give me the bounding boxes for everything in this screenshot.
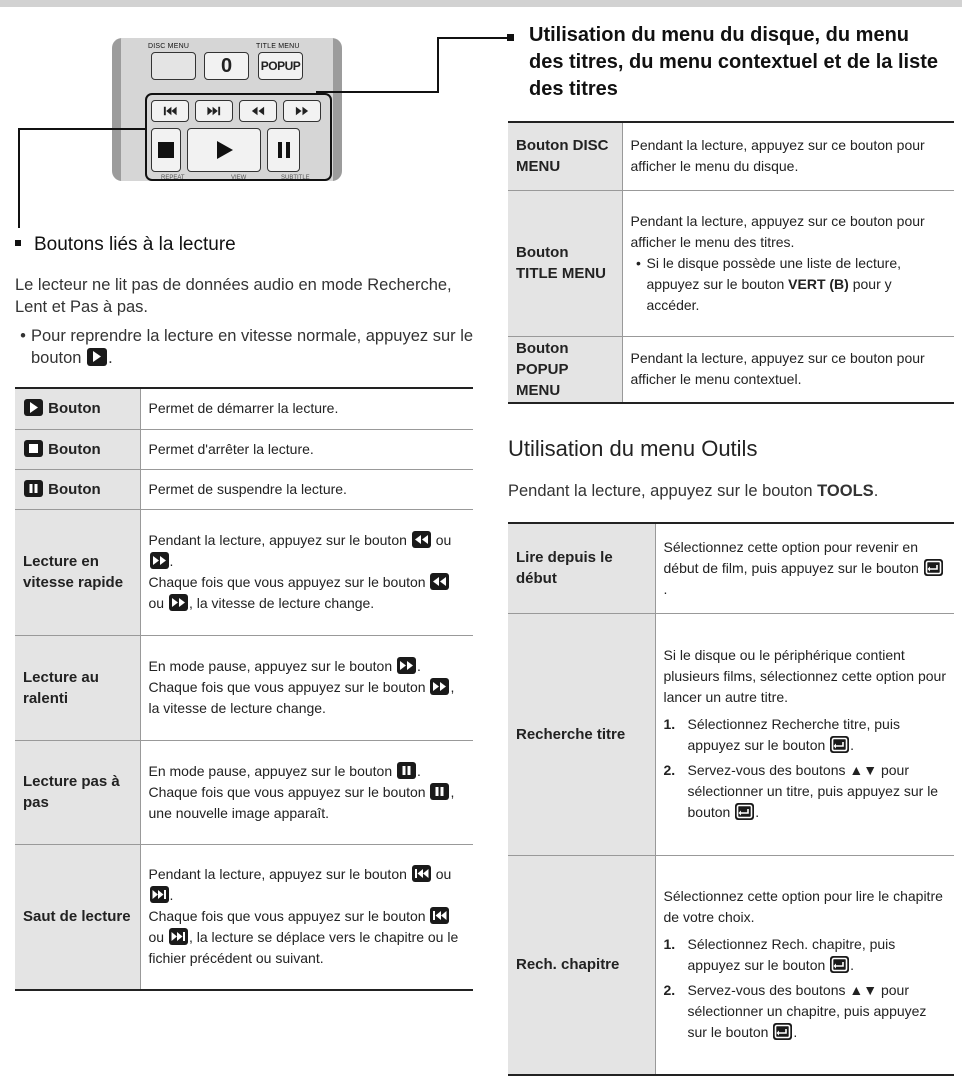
stop-icon — [24, 440, 43, 457]
table-row — [508, 855, 954, 1075]
row-description: Permet d'arrêter la lecture. — [140, 429, 473, 469]
skip-back-icon — [430, 907, 449, 924]
step-number: 2. — [663, 762, 676, 778]
desc-text: ou — [435, 866, 452, 883]
heading-bullet — [15, 240, 21, 246]
desc-text: ou — [148, 929, 165, 946]
step-number: 1. — [663, 716, 676, 732]
desc-text: Pendant la lecture, appuyez sur ce bouton pour afficher le menu des titres. — [630, 212, 925, 250]
list-item: 1. Sélectionnez Rech. chapitre, puis appuyez sur le bouton . — [664, 934, 947, 976]
row-header: Rech. chapitre — [508, 855, 655, 1075]
table-row — [508, 336, 954, 403]
remote-footer-label-1: REPEAT — [161, 175, 185, 181]
playback-note: • Pour reprendre la lecture en vitesse normale, appuyez sur le bouton . — [15, 325, 475, 369]
callout-line-left-vertical — [18, 128, 20, 228]
desc-text: ou — [435, 532, 452, 548]
table-row — [15, 429, 473, 469]
table-row — [508, 122, 954, 190]
enter-icon — [773, 1023, 792, 1040]
list-item: 2. Servez-vous des boutons ▲▼ pour sélectionner un chapitre, puis appuyez sur le bouton . — [664, 980, 947, 1043]
desc-text: En mode pause, appuyez sur le bouton — [148, 658, 393, 674]
table-row — [15, 388, 473, 429]
tools-heading: Utilisation du menu Outils — [508, 436, 758, 461]
skip-back-icon — [412, 865, 431, 882]
row-header: Saut de lecture — [15, 844, 140, 990]
pause-icon — [274, 140, 294, 160]
desc-text: Chaque fois que vous appuyez sur le bouton — [148, 783, 426, 800]
step-number: 1. — [663, 936, 676, 953]
row-description: Pendant la lecture, appuyez sur le bouton ou . Chaque fois que vous appuyez sur le bouton ou , la vitesse de lecture change. — [140, 509, 473, 635]
table-row — [508, 190, 954, 336]
row-description — [655, 855, 954, 1075]
table-row — [15, 635, 473, 740]
row-header: Lire depuis le début — [508, 523, 655, 613]
row-description: En mode pause, appuyez sur le bouton . Chaque fois que vous appuyez sur le bouton , la vitesse de lecture change. — [140, 635, 473, 740]
top-rule — [0, 0, 962, 7]
callout-line-left-horizontal — [18, 128, 146, 130]
tools-table — [508, 522, 954, 1076]
tools-key: TOOLS — [817, 482, 874, 500]
rewind-icon — [245, 103, 271, 119]
forward-button[interactable] — [283, 100, 321, 122]
desc-text: Pendant la lecture, appuyez sur le bouton — [148, 532, 407, 548]
forward-icon — [430, 678, 449, 695]
title-menu-label: TITLE MENU — [256, 43, 300, 50]
table-row — [508, 613, 954, 855]
row-header: Lecture au ralenti — [15, 635, 140, 740]
row-description: Pendant la lecture, appuyez sur ce bouton pour afficher le menu contextuel. — [622, 336, 954, 403]
desc-bold: VERT (B) — [788, 275, 849, 292]
pause-icon — [430, 783, 449, 800]
desc-text: , la lecture se déplace vers le chapitre ou le fichier précédent ou suivant. — [148, 929, 459, 967]
rewind-button[interactable] — [239, 100, 277, 122]
play-button[interactable] — [187, 128, 261, 172]
desc-text: En mode pause, appuyez sur le bouton — [148, 762, 393, 779]
disc-menu-button[interactable] — [151, 52, 196, 80]
row-description: Pendant la lecture, appuyez sur le bouton ou . Chaque fois que vous appuyez sur le bouton ou , la lecture se déplace vers le chapitre ou le fichier précédent ou suivant. — [140, 844, 473, 990]
step-number: 2. — [663, 982, 676, 999]
skip-back-icon — [157, 103, 183, 119]
skip-forward-button[interactable] — [195, 100, 233, 122]
skip-forward-icon — [169, 928, 188, 945]
callout-marker — [507, 34, 514, 41]
desc-text: Sélectionnez Rech. chapitre, puis appuyez sur le bouton — [687, 936, 896, 974]
enter-icon — [735, 803, 754, 820]
list-item: 2. Servez-vous des boutons ▲▼ pour sélectionner un titre, puis appuyez sur le bouton . — [664, 760, 947, 823]
skip-back-button[interactable] — [151, 100, 189, 122]
forward-icon — [169, 594, 188, 611]
stop-icon — [156, 140, 176, 160]
menu-section-heading: Utilisation du menu du disque, du menu des titres, du menu contextuel et de la liste des titres — [529, 24, 938, 100]
callout-line-right-bottom — [316, 91, 439, 93]
row-description — [622, 190, 954, 336]
table-row — [15, 740, 473, 844]
rewind-icon — [430, 573, 449, 590]
pause-icon — [397, 762, 416, 779]
row-description — [655, 613, 954, 855]
desc-text: , la vitesse de lecture change. — [148, 679, 455, 716]
list-item: 1. Sélectionnez Recherche titre, puis appuyez sur le bouton . — [664, 714, 947, 756]
table-row — [15, 509, 473, 635]
enter-icon — [924, 559, 943, 576]
skip-forward-icon — [201, 103, 227, 119]
intro-text: Pendant la lecture, appuyez sur le bouton — [508, 482, 813, 500]
playback-button-group — [145, 93, 332, 181]
stop-button[interactable] — [151, 128, 181, 172]
row-header: Bouton TITLE MENU — [508, 190, 622, 336]
desc-text: Chaque fois que vous appuyez sur le bouton — [148, 574, 426, 590]
enter-icon — [830, 736, 849, 753]
desc-text: Si le disque possède une liste de lecture, appuyez sur le bouton — [646, 254, 901, 292]
forward-icon — [397, 657, 416, 674]
heading-text: Boutons liés à la lecture — [34, 234, 236, 255]
remote-footer-label-2: VIEW — [231, 175, 247, 181]
disc-menu-label: DISC MENU — [148, 43, 190, 50]
desc-text: pour y accéder. — [646, 275, 892, 313]
bullet-dot: • — [636, 254, 641, 271]
play-icon — [24, 399, 43, 416]
note-text: Pour reprendre la lecture en vitesse normale, appuyez sur le bouton — [31, 327, 474, 367]
desc-text: , la vitesse de lecture change. — [188, 595, 375, 611]
row-header: Bouton DISC MENU — [508, 122, 622, 190]
row-description: Permet de suspendre la lecture. — [140, 469, 473, 509]
remote-control-illustration — [112, 38, 342, 181]
pause-button[interactable] — [267, 128, 300, 172]
row-header — [15, 388, 140, 429]
desc-text: Si le disque ou le périphérique contient plusieurs films, sélectionnez cette option pour lancer un autre titre. — [663, 647, 946, 705]
callout-line-right-vertical — [437, 37, 439, 92]
desc-text: Chaque fois que vous appuyez sur le bouton — [148, 908, 426, 925]
desc-text: Servez-vous des boutons ▲▼ pour sélectionner un chapitre, puis appuyez sur le bouton — [687, 982, 927, 1041]
desc-text: Sélectionnez Recherche titre, puis appuyez sur le bouton — [687, 716, 900, 753]
row-description: Sélectionnez cette option pour revenir en début de film, puis appuyez sur le bouton . — [655, 523, 954, 613]
table-row — [508, 523, 954, 613]
remote-footer-label-3: SUBTITLE — [281, 175, 310, 181]
tools-intro: Pendant la lecture, appuyez sur le bouton TOOLS. — [508, 482, 879, 500]
desc-text: Servez-vous des boutons ▲▼ pour sélectionner un titre, puis appuyez sur le bouton — [687, 762, 939, 820]
row-label: Bouton — [48, 440, 101, 458]
enter-icon — [830, 956, 849, 973]
table-row — [15, 844, 473, 990]
playback-buttons-heading — [15, 234, 236, 256]
desc-text: Pendant la lecture, appuyez sur le bouton — [148, 866, 407, 883]
desc-text: Chaque fois que vous appuyez sur le bouton — [148, 679, 426, 695]
row-description: Permet de démarrer la lecture. — [140, 388, 473, 429]
play-icon — [87, 348, 107, 366]
forward-icon — [150, 552, 169, 569]
row-description: Pendant la lecture, appuyez sur ce bouton pour afficher le menu du disque. — [622, 122, 954, 190]
desc-text: Sélectionnez cette option pour lire le chapitre de votre choix. — [663, 888, 943, 926]
callout-line-right-top — [437, 37, 512, 39]
row-header — [15, 469, 140, 509]
row-header: Recherche titre — [508, 613, 655, 855]
table-row — [15, 469, 473, 509]
pause-icon — [24, 480, 43, 497]
forward-icon — [289, 103, 315, 119]
popup-button[interactable]: POPUP — [258, 52, 303, 80]
row-description: En mode pause, appuyez sur le bouton . Chaque fois que vous appuyez sur le bouton , une nouvelle image apparaît. — [140, 740, 473, 844]
row-label: Bouton — [48, 400, 101, 418]
row-label: Bouton — [48, 480, 101, 498]
row-header: Lecture en vitesse rapide — [15, 509, 140, 635]
skip-forward-icon — [150, 886, 169, 903]
row-header: Bouton POPUP MENU — [508, 336, 622, 403]
row-header: Lecture pas à pas — [15, 740, 140, 844]
row-header — [15, 429, 140, 469]
desc-text: ou — [148, 595, 165, 611]
zero-button[interactable]: 0 — [204, 52, 249, 80]
remote-face — [121, 38, 333, 181]
list-item — [631, 253, 947, 316]
playback-table — [15, 387, 473, 991]
menu-table — [508, 121, 954, 404]
desc-text: Sélectionnez cette option pour revenir en début de film, puis appuyez sur le bouton — [663, 538, 919, 576]
bullet-dot: • — [20, 327, 26, 345]
rewind-icon — [412, 531, 431, 548]
play-icon — [213, 139, 235, 161]
desc-text: , une nouvelle image apparaît. — [148, 783, 455, 821]
playback-intro: Le lecteur ne lit pas de données audio en mode Recherche, Lent et Pas à pas. — [15, 276, 452, 316]
